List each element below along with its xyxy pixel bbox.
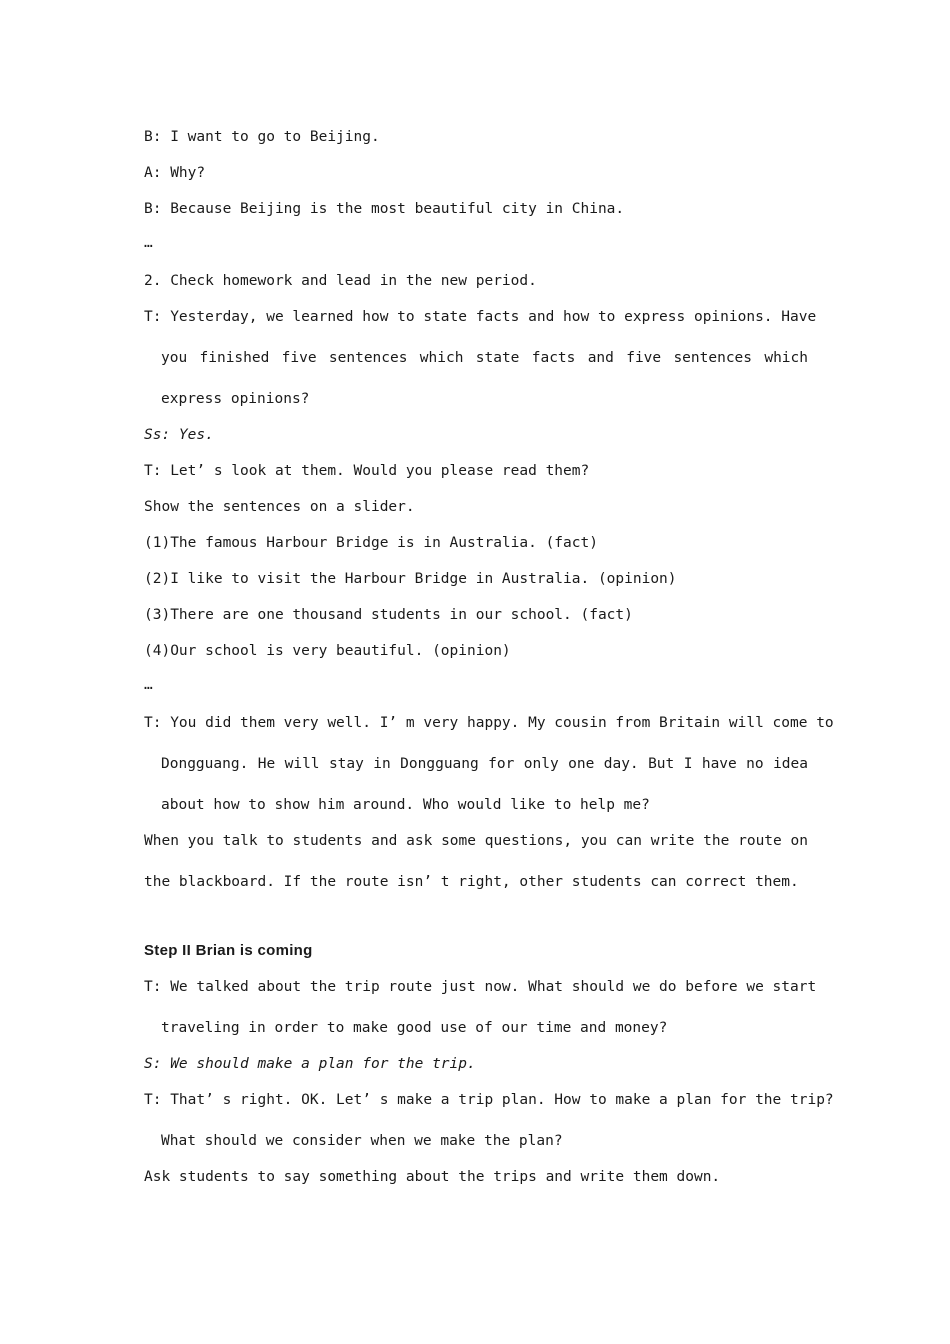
section-item-2-title: 2. Check homework and lead in the new period. xyxy=(144,273,537,289)
teacher-line-3a: T: You did them very well. I’ m very happy. My cousin from Britain will come to xyxy=(144,715,834,731)
example-sentence-3: (3)There are one thousand students in our school. (fact) xyxy=(144,607,633,623)
student-reply-1: S: We should make a plan for the trip. xyxy=(144,1056,476,1072)
teacher-line-3c: about how to show him around. Who would like to help me? xyxy=(161,797,650,813)
dialogue-line-b1: B: I want to go to Beijing. xyxy=(144,129,380,145)
example-sentence-2: (2)I like to visit the Harbour Bridge in Australia. (opinion) xyxy=(144,571,677,587)
teacher-line-4a: T: We talked about the trip route just now. What should we do before we start xyxy=(144,979,817,995)
ellipsis-2: … xyxy=(144,677,153,693)
instruction-show-slider: Show the sentences on a slider. xyxy=(144,499,415,515)
teacher-line-1c: express opinions? xyxy=(161,391,310,407)
teacher-line-3b: Dongguang. He will stay in Dongguang for only one day. But I have no idea xyxy=(161,756,808,772)
ellipsis-1: … xyxy=(144,235,153,251)
teacher-line-5b: What should we consider when we make the plan? xyxy=(161,1133,563,1149)
students-reply-1: Ss: Yes. xyxy=(144,427,214,443)
teaching-note-line-2: the blackboard. If the route isn’ t right, other students can correct them. xyxy=(144,874,799,890)
example-sentence-4: (4)Our school is very beautiful. (opinion) xyxy=(144,643,511,659)
teacher-line-4b: traveling in order to make good use of our time and money? xyxy=(161,1020,668,1036)
teacher-line-5a: T: That’ s right. OK. Let’ s make a trip plan. How to make a plan for the trip? xyxy=(144,1092,834,1108)
step-ii-heading: Step II Brian is coming xyxy=(144,942,313,959)
teacher-line-1b: you finished five sentences which state facts and five sentences which xyxy=(161,350,808,366)
dialogue-line-b2: B: Because Beijing is the most beautiful city in China. xyxy=(144,201,625,217)
instruction-ask-students: Ask students to say something about the trips and write them down. xyxy=(144,1169,721,1185)
teacher-line-1a: T: Yesterday, we learned how to state facts and how to express opinions. Have xyxy=(144,309,817,325)
teacher-line-2: T: Let’ s look at them. Would you please read them? xyxy=(144,463,590,479)
dialogue-line-a1: A: Why? xyxy=(144,165,206,181)
example-sentence-1: (1)The famous Harbour Bridge is in Australia. (fact) xyxy=(144,535,598,551)
teaching-note-line-1: When you talk to students and ask some questions, you can write the route on xyxy=(144,833,808,849)
